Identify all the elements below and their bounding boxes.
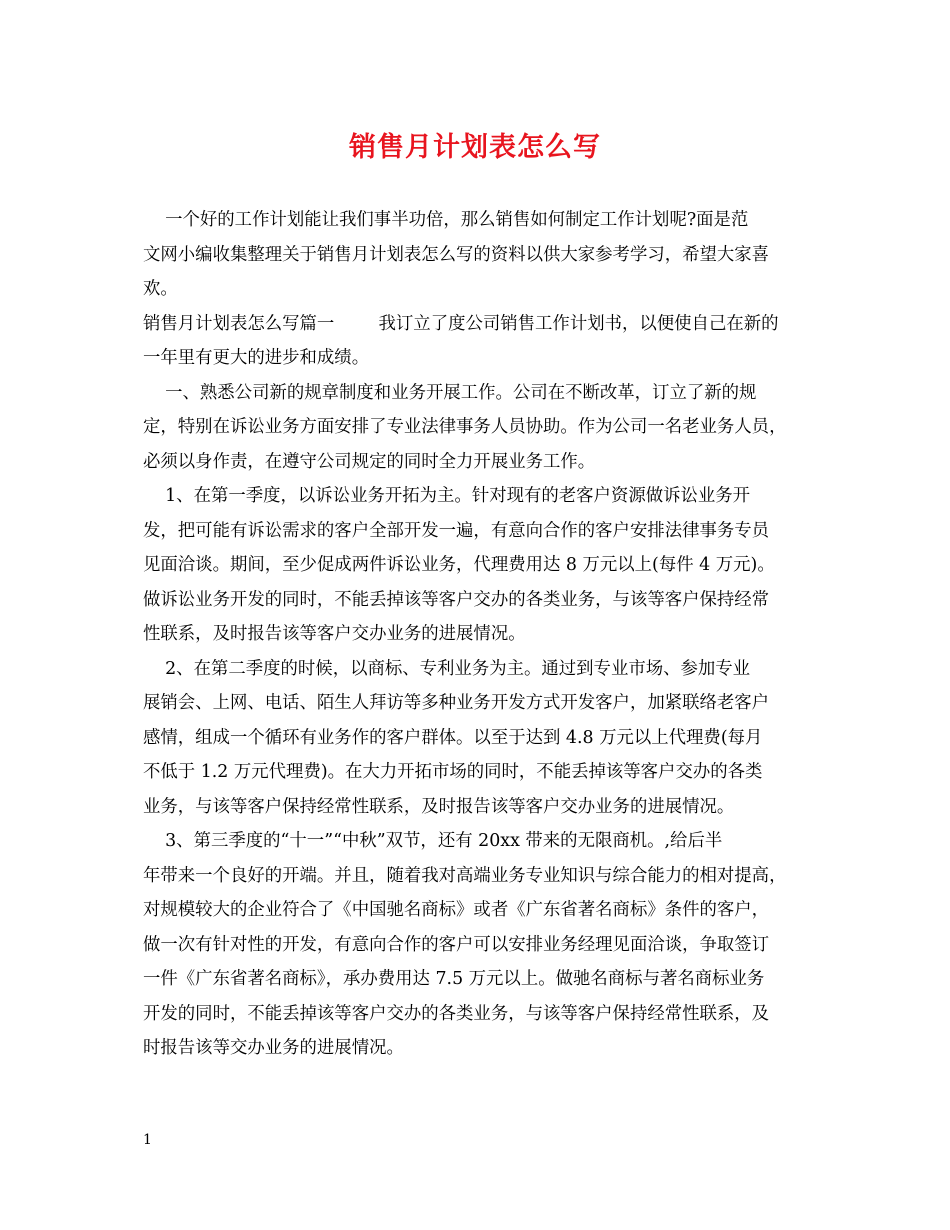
text-line: 文网小编收集整理关于销售月计划表怎么写的资料以供大家参考学习，希望大家喜: [143, 244, 770, 265]
text-line: 2、在第二季度的时候，以商标、专利业务为主。通过到专业市场、参加专业: [143, 658, 751, 679]
text-line: 定，特别在诉讼业务方面安排了专业法律事务人员协助。作为公司一名老业务人员，: [143, 417, 787, 437]
page-number: 1: [143, 1132, 152, 1148]
text-line: 销售月计划表怎么写篇一 我订立了度公司销售工作计划书，以便使自己在新的: [143, 313, 779, 334]
text-line: 发，把可能有诉讼需求的客户全部开发一遍，有意向合作的客户安排法律事务专员: [143, 520, 770, 541]
text-line: 做一次有针对性的开发，有意向合作的客户可以安排业务经理见面洽谈，争取签订: [143, 934, 770, 955]
text-line: 感情，组成一个循环有业务作的客户群体。以至于达到 4.8 万元以上代理费(每月: [143, 727, 763, 748]
text-line: 对规模较大的企业符合了《中国驰名商标》或者《广东省著名商标》条件的客户，: [143, 900, 770, 920]
text-line: 欢。: [143, 279, 178, 299]
text-line: 时报告该等交办业务的进展情况。: [143, 1038, 404, 1058]
text-line: 性联系，及时报告该等客户交办业务的进展情况。: [143, 624, 526, 644]
text-line: 一件《广东省著名商标》，承办费用达 7.5 万元以上。做驰名商标与著名商标业务: [143, 969, 765, 989]
text-line: 开发的同时，不能丢掉该等客户交办的各类业务，与该等客户保持经常性联系，及: [143, 1003, 770, 1024]
text-line: 展销会、上网、电话、陌生人拜访等多种业务开发方式开发客户，加紧联络老客户: [143, 693, 770, 713]
text-line: 做诉讼业务开发的同时，不能丢掉该等客户交办的各类业务，与该等客户保持经常: [143, 589, 770, 610]
text-line: 1、在第一季度，以诉讼业务开拓为主。针对现有的老客户资源做诉讼业务开: [143, 486, 751, 506]
text-line: 必须以身作责，在遵守公司规定的同时全力开展业务工作。: [143, 451, 596, 472]
text-line: 不低于 1.2 万元代理费)。在大力开拓市场的同时，不能丢掉该等客户交办的各类: [143, 762, 763, 782]
text-line: 年带来一个良好的开端。并且，随着我对高端业务专业知识与综合能力的相对提高，: [143, 865, 787, 886]
text-line: 见面洽谈。期间，至少促成两件诉讼业务，代理费用达 8 万元以上(每件 4 万元)。: [143, 555, 775, 575]
text-line: 一个好的工作计划能让我们事半功倍，那么销售如何制定工作计划呢?面是范: [143, 210, 749, 230]
document-title: 销售月计划表怎么写: [349, 132, 601, 163]
text-line: 一年里有更大的进步和成绩。: [143, 348, 370, 368]
text-line: 3、第三季度的“十一”“中秋”双节，还有 20xx 带来的无限商机。,给后半: [143, 831, 723, 851]
text-line: 一、熟悉公司新的规章制度和业务开展工作。公司在不断改革，订立了新的规: [143, 382, 757, 403]
text-line: 业务，与该等客户保持经常性联系，及时报告该等客户交办业务的进展情况。: [143, 796, 735, 817]
